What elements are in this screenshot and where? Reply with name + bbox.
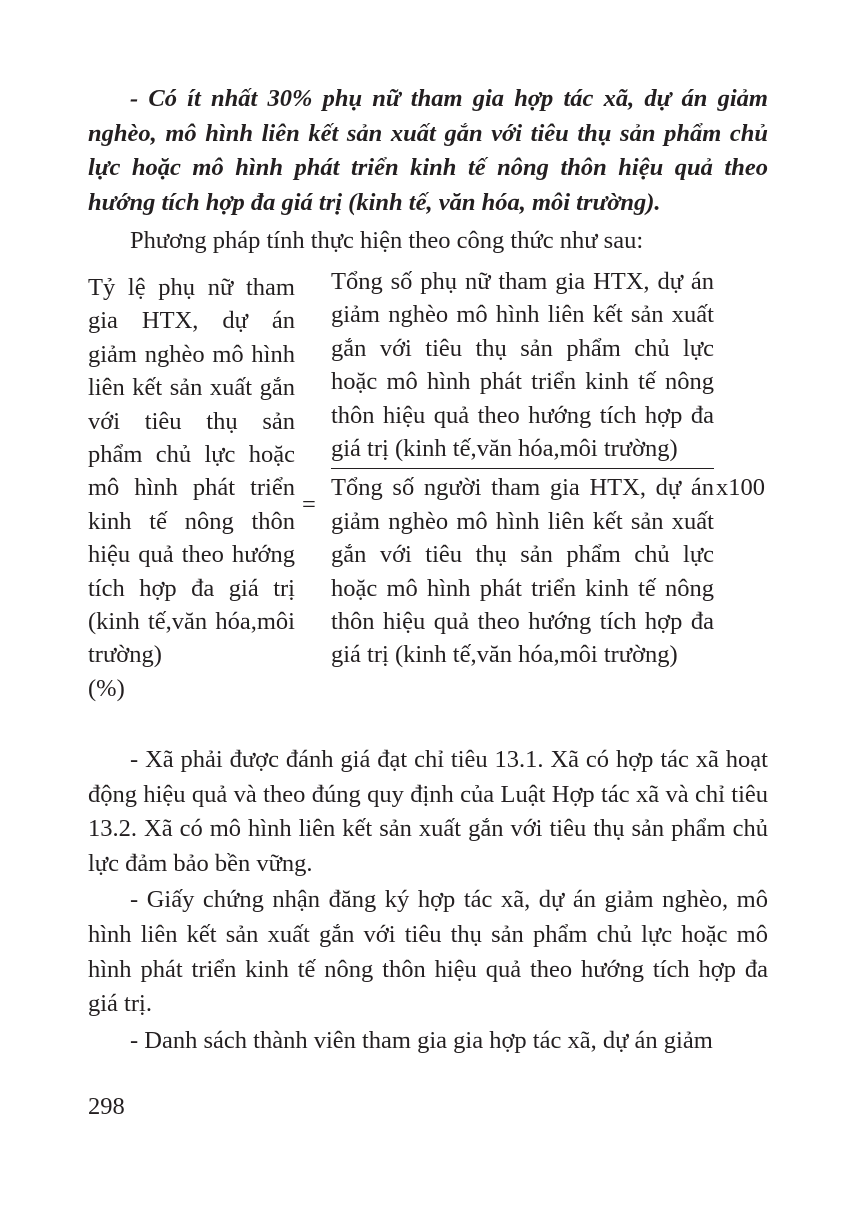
method-intro: Phương pháp tính thực hiện theo công thức như sau: (130, 227, 644, 255)
equals-sign: = (302, 490, 316, 518)
criteria-paragraph: - Có ít nhất 30% phụ nữ tham gia hợp tác xã, dự án giảm nghèo, mô hình liên kết sản xuất gắn với tiêu thụ sản phẩm chủ lực hoặc mô hình phát triển kinh tế nông thôn hiệu quả theo hướng tích hợp đa giá trị (kinh tế, văn hóa, môi trường). (88, 85, 768, 216)
formula (88, 265, 768, 735)
bullet-paragraph-2: - Giấy chứng nhận đăng ký hợp tác xã, dự án giảm nghèo, mô hình liên kết sản xuất gắn với tiêu thụ sản phẩm chủ lực hoặc mô hình phát triển kinh tế nông thôn hiệu quả theo hướng tích hợp đa giá trị. (88, 886, 768, 1018)
page-number: 298 (88, 1093, 125, 1120)
bullet-paragraph-1: - Xã phải được đánh giá đạt chỉ tiêu 13.1. Xã có hợp tác xã hoạt động hiệu quả và theo đúng quy định của Luật Hợp tác xã và chỉ tiêu 13.2. Xã có mô hình liên kết sản xuất gắn với tiêu thụ sản phẩm chủ lực đảm bảo bền vững. (88, 745, 768, 877)
fraction-bar (331, 468, 714, 469)
fraction-denominator: Tổng số người tham gia HTX, dự án giảm nghèo mô hình liên kết sản xuất gắn với tiêu thụ sản phẩm chủ lực hoặc mô hình phát triển kinh tế nông thôn hiệu quả theo hướng tích hợp đa giá trị (kinh tế,văn hóa,môi trường) (331, 474, 714, 669)
formula-left-text: Tỷ lệ phụ nữ tham gia HTX, dự án giảm nghèo mô hình liên kết sản xuất gắn với tiêu thụ sản phẩm chủ lực hoặc mô hình phát triển kinh tế nông thôn hiệu quả theo hướng tích hợp đa giá trị (kinh tế,văn hóa,môi trường) (88, 273, 295, 669)
formula-left-label (88, 271, 295, 705)
page-body (88, 82, 768, 1058)
fraction-numerator: Tổng số phụ nữ tham gia HTX, dự án giảm nghèo mô hình liên kết sản xuất gắn với tiêu thụ sản phẩm chủ lực hoặc mô hình phát triển kinh tế nông thôn hiệu quả theo hướng tích hợp đa giá trị (kinh tế,văn hóa,môi trường) (331, 267, 714, 462)
fraction (331, 265, 714, 672)
multiplier: x100 (716, 473, 765, 501)
bullet-paragraph-3: - Danh sách thành viên tham gia gia hợp tác xã, dự án giảm (130, 1026, 713, 1054)
formula-left-unit: (%) (88, 674, 125, 702)
